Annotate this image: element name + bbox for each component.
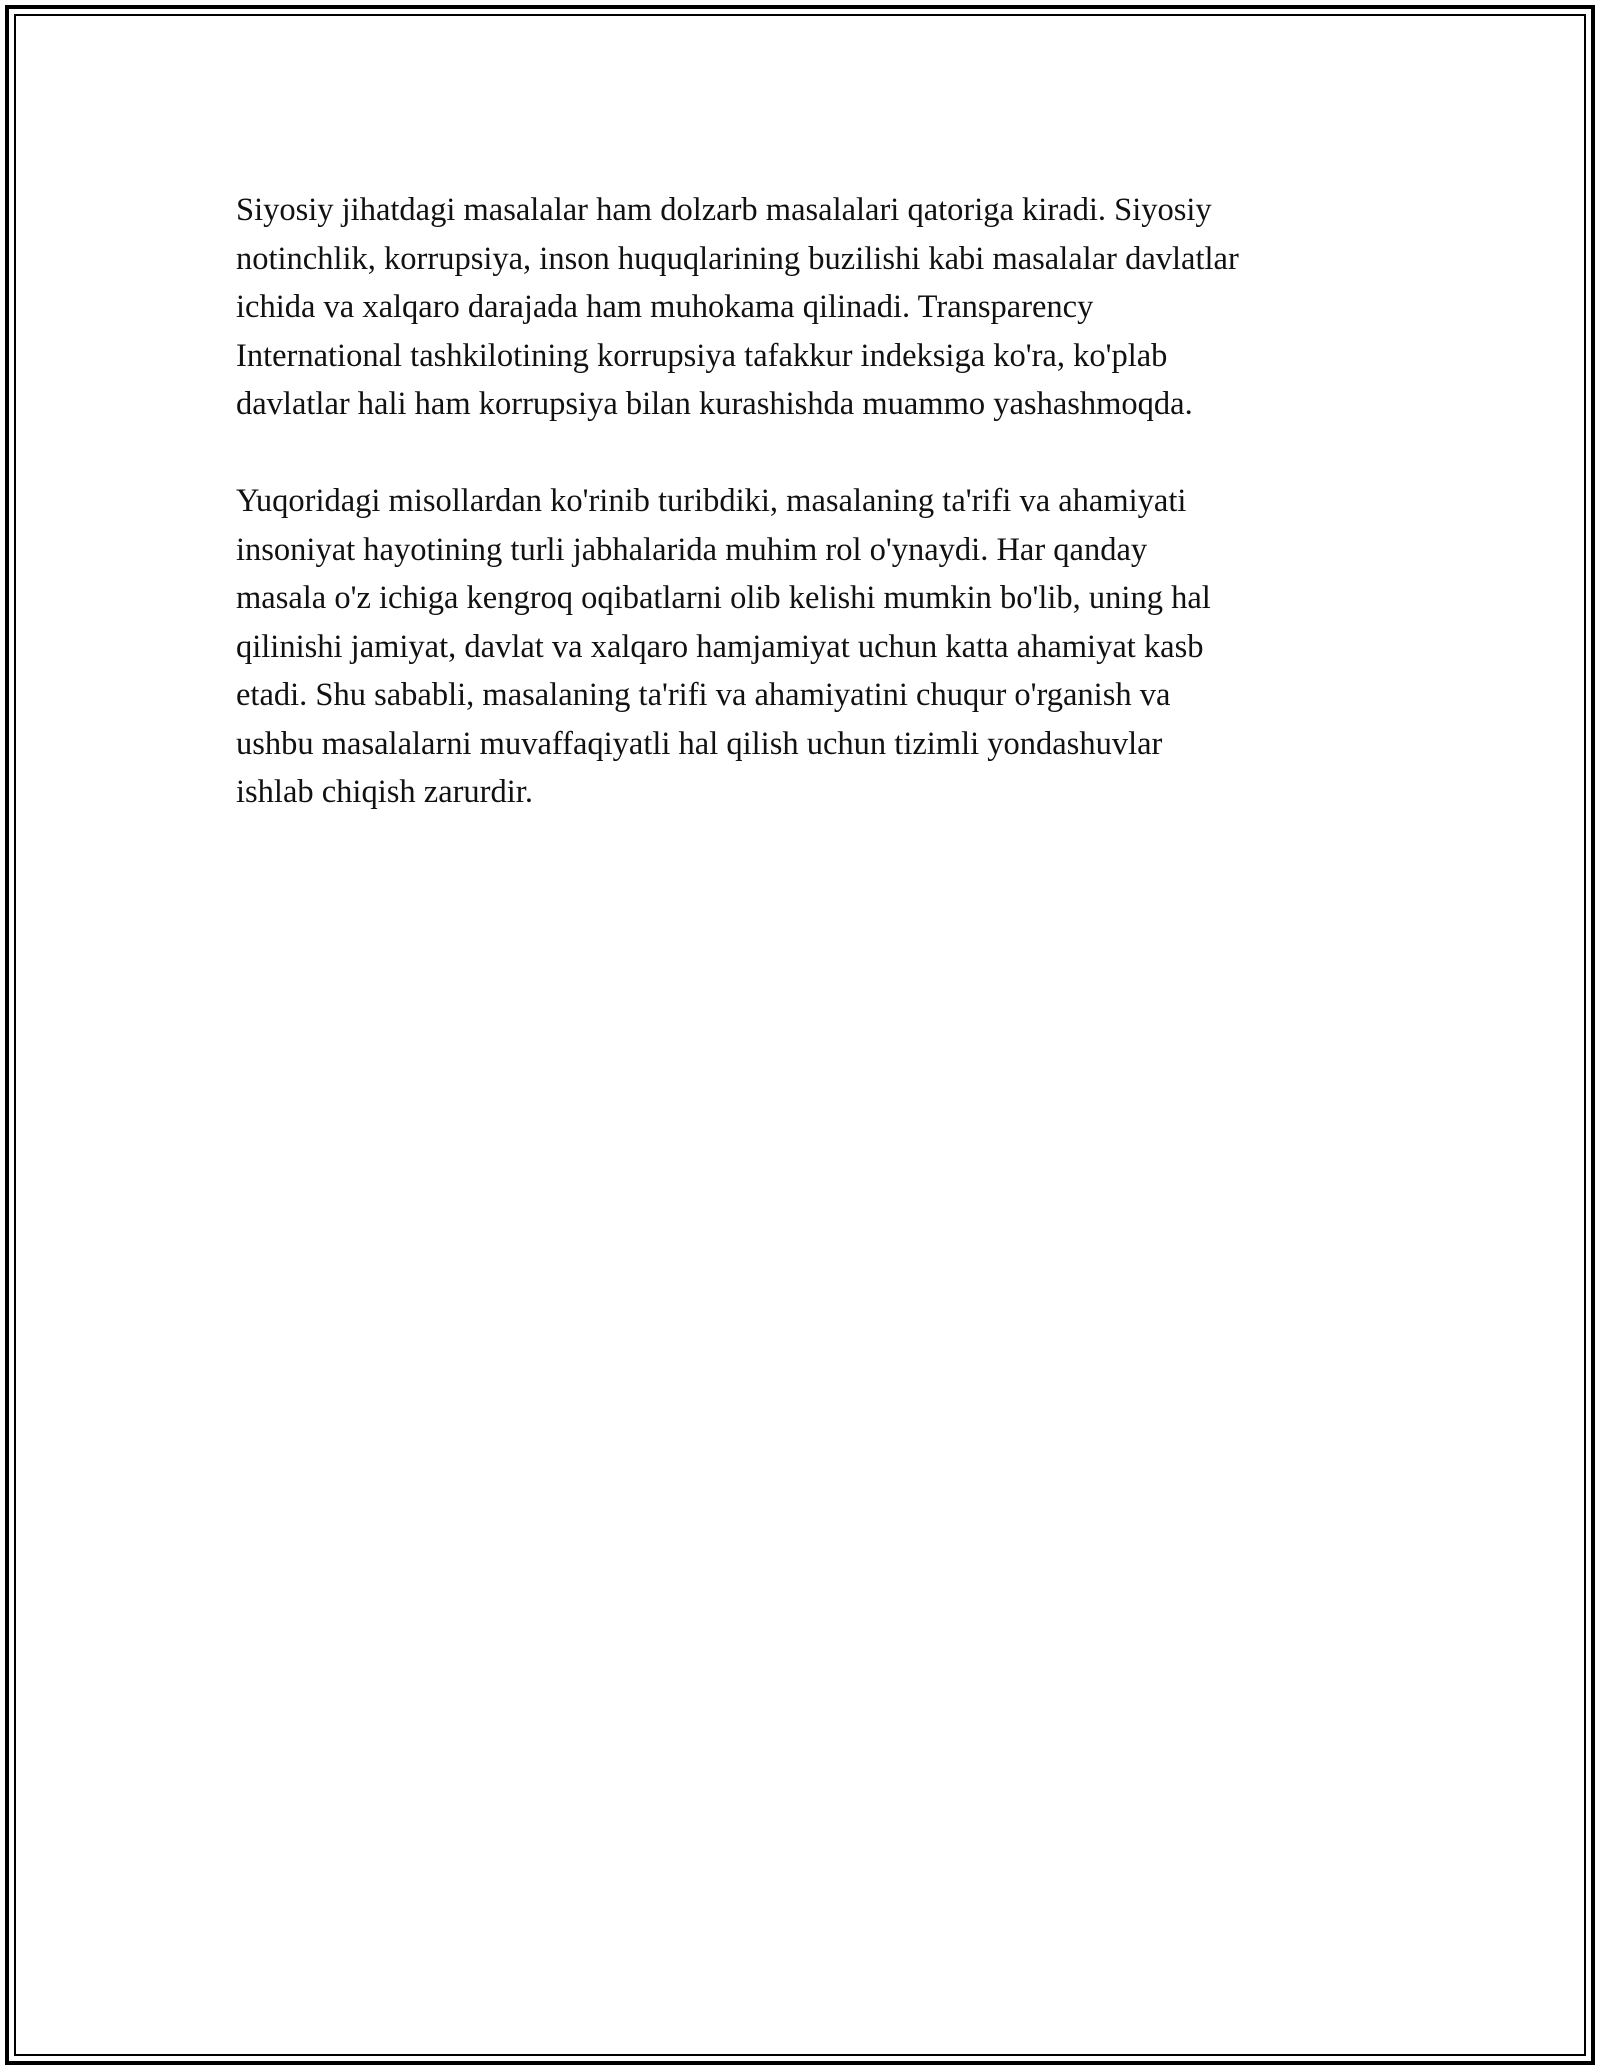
document-body xyxy=(236,186,1396,817)
text-line: qilinishi jamiyat, davlat va xalqaro hamjamiyat uchun katta ahamiyat kasb xyxy=(236,628,1204,665)
text-line: etadi. Shu sababli, masalaning ta'rifi va ahamiyatini chuqur o'rganish va xyxy=(236,677,1171,713)
text-line: Siyosiy jihatdagi masalalar ham dolzarb masalalari qatoriga kiradi. Siyosiy xyxy=(236,192,1212,228)
text-line: davlatlar hali ham korrupsiya bilan kurashishda muammo yashashmoqda. xyxy=(236,386,1193,422)
text-line: Yuqoridagi misollardan ko'rinib turibdiki, masalaning ta'rifi va ahamiyati xyxy=(236,483,1187,519)
text-line: ishlab chiqish zarurdir. xyxy=(236,774,533,810)
text-line: ichida va xalqaro darajada ham muhokama qilinadi. Transparency xyxy=(236,289,1094,325)
text-line: ushbu masalalarni muvaffaqiyatli hal qilish uchun tizimli yondashuvlar xyxy=(236,725,1163,762)
text-line: International tashkilotining korrupsiya tafakkur indeksiga ko'ra, ko'plab xyxy=(236,337,1168,374)
paragraph-1 xyxy=(236,186,1396,429)
text-line: masala o'z ichiga kengroq oqibatlarni olib kelishi mumkin bo'lib, uning hal xyxy=(236,580,1211,616)
text-line: insoniyat hayotining turli jabhalarida muhim rol o'ynaydi. Har qanday xyxy=(236,531,1148,568)
paragraph-2 xyxy=(236,477,1396,817)
text-line: notinchlik, korrupsiya, inson huquqlarining buzilishi kabi masalalar davlatlar xyxy=(236,240,1239,277)
